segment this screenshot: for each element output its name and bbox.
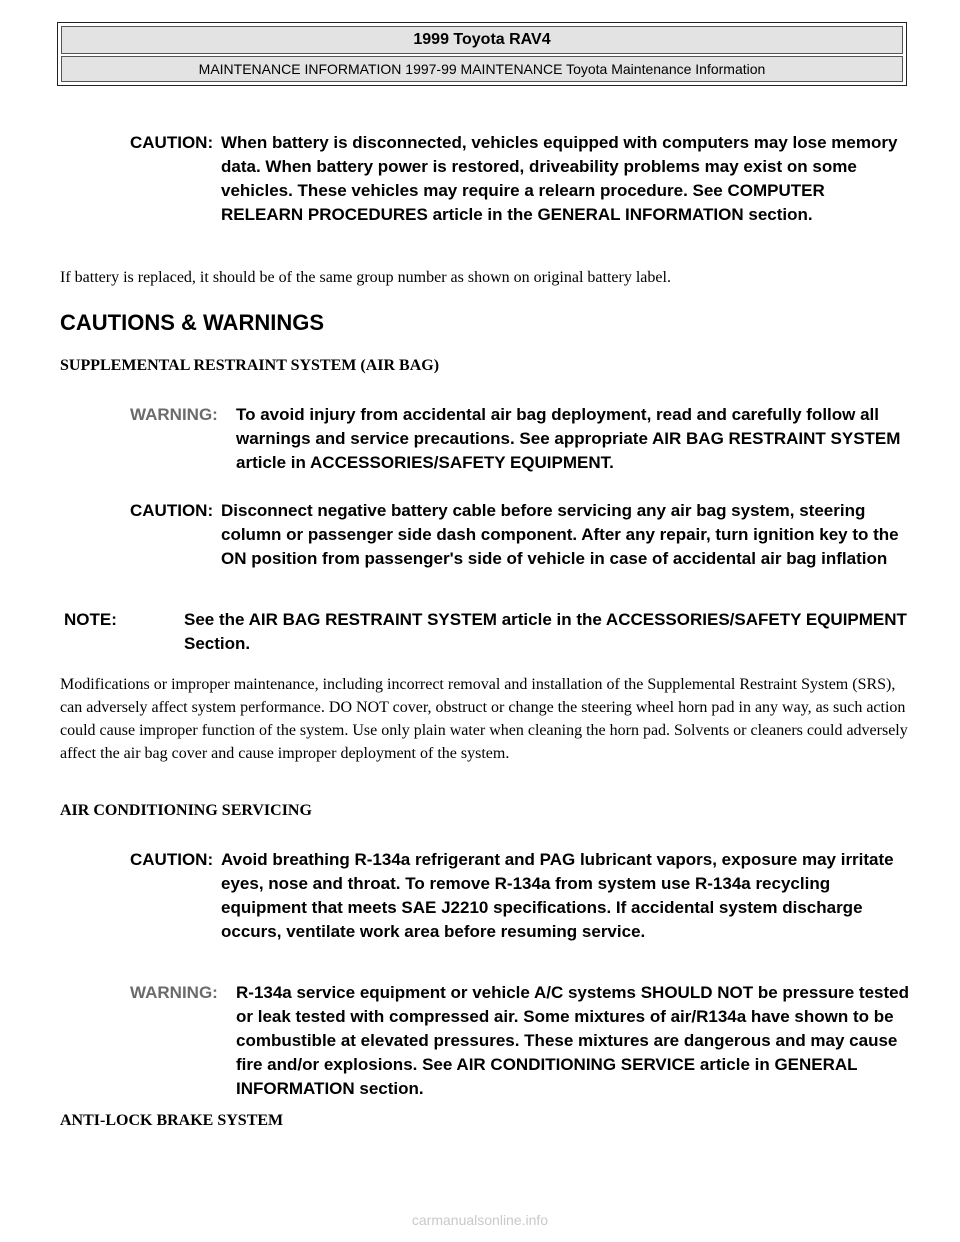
note-label: NOTE: <box>64 610 117 629</box>
document-subtitle: MAINTENANCE INFORMATION 1997-99 MAINTENANCE Toyota Maintenance Information <box>61 56 903 82</box>
warning-label: WARNING: <box>130 405 218 424</box>
warning-text: To avoid injury from accidental air bag deployment, read and carefully follow all warnings and service precautions. See appropriate AIR BAG RESTRAINT SYSTEM article in ACCESSORIES/SAFETY EQUIPMENT. <box>236 405 901 472</box>
srs-heading: SUPPLEMENTAL RESTRAINT SYSTEM (AIR BAG) <box>60 357 440 374</box>
footer-watermark: carmanualsonline.info <box>411 1212 549 1228</box>
caution-text: When battery is disconnected, vehicles equipped with computers may lose memory data. When battery power is restored, driveability problems may exist on some vehicles. These vehicles may require a relearn procedure. See COMPUTER RELEARN PROCEDURES article in the GENERAL INFORMATION section. <box>221 133 898 224</box>
document-header <box>57 22 907 86</box>
note-text: See the AIR BAG RESTRAINT SYSTEM article in the ACCESSORIES/SAFETY EQUIPMENT Section. <box>184 610 907 653</box>
cautions-heading: CAUTIONS & WARNINGS <box>60 310 324 335</box>
document-title: 1999 Toyota RAV4 <box>61 26 903 54</box>
battery-caution-note <box>130 131 910 227</box>
caution-label: CAUTION: <box>130 850 214 869</box>
warning-label: WARNING: <box>130 983 218 1002</box>
battery-paragraph: If battery is replaced, it should be of the same group number as shown on original battery label. <box>60 269 671 286</box>
warning-text: R-134a service equipment or vehicle A/C systems SHOULD NOT be pressure tested or leak tested with compressed air. Some mixtures of air/R134a have shown to be combustible at elevated pressures. These mixtures are dangerous and may cause fire and/or explosions. See AIR CONDITIONING SERVICE article in GENERAL INFORMATION section. <box>236 983 910 1098</box>
caution-text: Avoid breathing R-134a refrigerant and PAG lubricant vapors, exposure may irritate eyes, nose and throat. To remove R-134a from system use R-134a recycling equipment that meets SAE J2210 specifications. If accidental system discharge occurs, ventilate work area before resuming service. <box>221 850 894 941</box>
srs-paragraph: Modifications or improper maintenance, including incorrect removal and installation of the Supplemental Restraint System (SRS), can adversely affect system performance. DO NOT cover, obstruct or change the steering wheel horn pad in any way, as such action could cause improper function of the system. Use only plain water when cleaning the horn pad. Solvents or cleaners could adversely affect the air bag cover and cause improper deployment of the system. <box>60 676 908 762</box>
ac-warning-note <box>130 981 910 1101</box>
airbag-warning-note <box>130 403 910 475</box>
caution-label: CAUTION: <box>130 133 214 152</box>
airbag-note <box>64 608 910 656</box>
abs-heading: ANTI-LOCK BRAKE SYSTEM <box>60 1112 284 1129</box>
ac-heading: AIR CONDITIONING SERVICING <box>60 802 312 819</box>
caution-text: Disconnect negative battery cable before servicing any air bag system, steering column or passenger side dash component. After any repair, turn ignition key to the ON position from passenger's side of vehicle in case of accidental air bag inflation <box>221 501 899 568</box>
caution-label: CAUTION: <box>130 501 214 520</box>
airbag-caution-note <box>130 499 910 571</box>
ac-caution-note <box>130 848 910 944</box>
